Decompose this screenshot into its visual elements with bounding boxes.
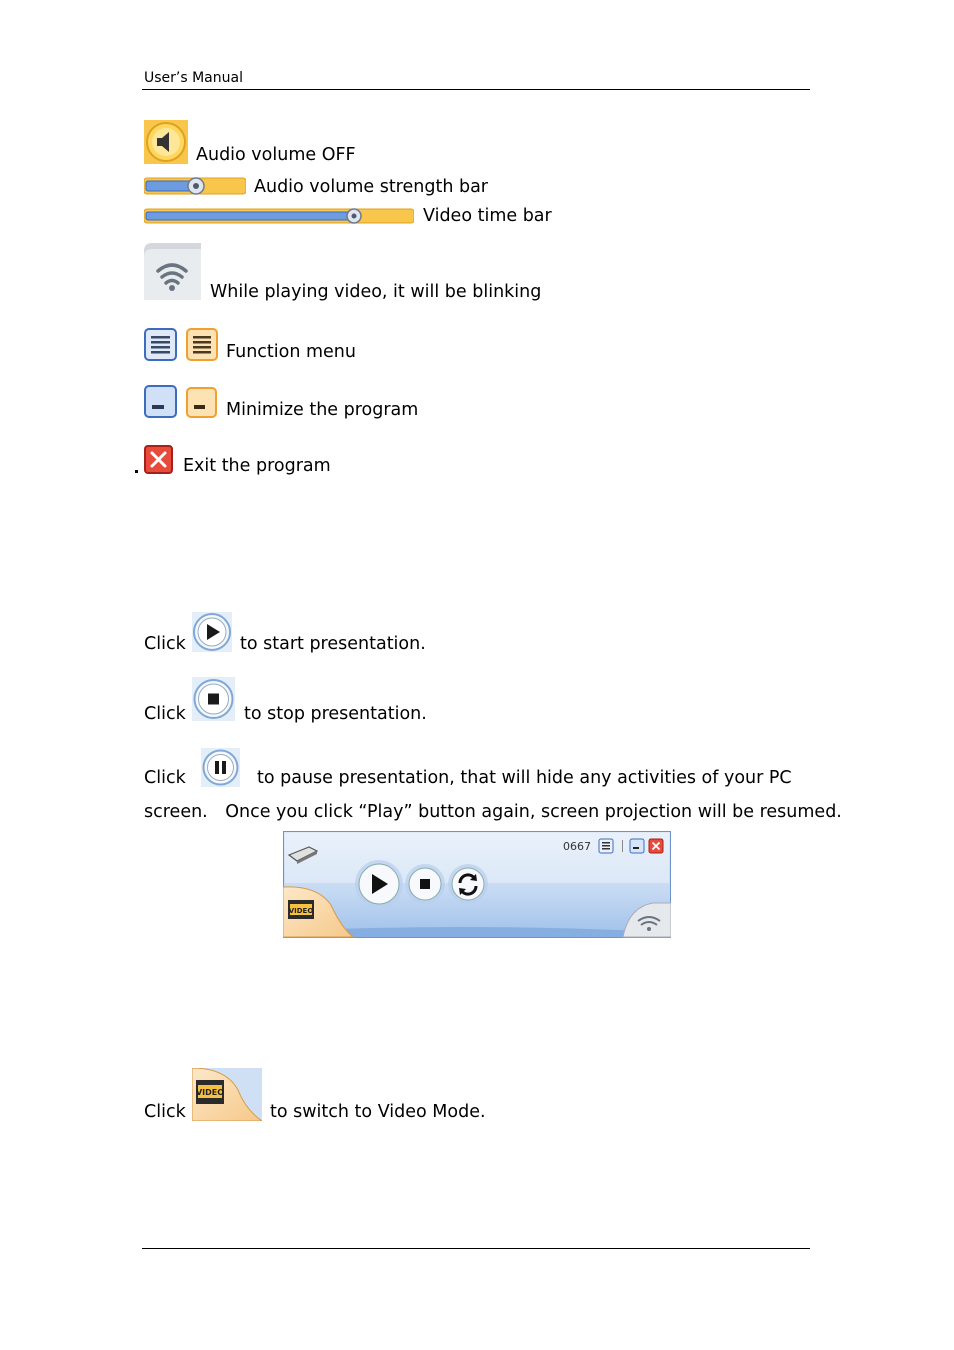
click-word: Click: [144, 1102, 186, 1122]
player-divider: [622, 840, 623, 852]
minimize-label: Minimize the program: [226, 400, 419, 420]
wifi-signal-icon[interactable]: [144, 243, 201, 300]
menu-list-icon-orange[interactable]: [186, 328, 218, 361]
minimize-icon-orange[interactable]: [186, 387, 217, 418]
pause-icon[interactable]: [201, 748, 240, 787]
player-stop-button[interactable]: [405, 864, 445, 904]
volume-slider[interactable]: [144, 176, 246, 196]
volume-bar-label: Audio volume strength bar: [254, 177, 488, 197]
click-word: Click: [144, 768, 186, 788]
wifi-label: While playing video, it will be blinking: [210, 282, 542, 302]
function-menu-label: Function menu: [226, 342, 356, 362]
video-icon-text: VIDEO: [195, 1088, 225, 1097]
start-text: to start presentation.: [240, 634, 426, 654]
minimize-icon-blue[interactable]: [144, 385, 177, 418]
click-word: Click: [144, 704, 186, 724]
player-close-icon[interactable]: [649, 839, 663, 853]
click-word: Click: [144, 634, 186, 654]
player-window: [283, 831, 671, 938]
header-title: User’s Manual: [144, 70, 243, 86]
close-icon[interactable]: [144, 445, 173, 474]
player-minimize-icon[interactable]: [630, 839, 644, 853]
player-code: 0667: [563, 840, 591, 853]
time-slider[interactable]: [144, 207, 414, 225]
menu-list-icon-blue[interactable]: [144, 328, 177, 361]
header-rule: [142, 89, 810, 90]
player-play-button[interactable]: [355, 860, 403, 908]
exit-label: Exit the program: [183, 456, 331, 476]
speaker-mute-icon[interactable]: [144, 120, 188, 164]
footer-rule: [142, 1248, 810, 1249]
video-mode-text: to switch to Video Mode.: [270, 1102, 486, 1122]
stop-icon[interactable]: [192, 677, 235, 721]
video-mode-icon[interactable]: [192, 1068, 262, 1121]
video-tab-text: VIDEO: [288, 907, 314, 915]
player-refresh-button[interactable]: [448, 864, 488, 904]
pause-text-line1: to pause presentation, that will hide any activities of your PC: [257, 768, 792, 788]
play-icon[interactable]: [192, 612, 232, 652]
time-bar-label: Video time bar: [423, 206, 552, 226]
player-menu-icon[interactable]: [599, 839, 613, 853]
audio-off-label: Audio volume OFF: [196, 145, 356, 165]
pause-text-line2: screen. Once you click “Play” button again, screen projection will be resumed.: [144, 802, 842, 822]
bullet-dot: [135, 470, 138, 473]
stop-text: to stop presentation.: [244, 704, 427, 724]
